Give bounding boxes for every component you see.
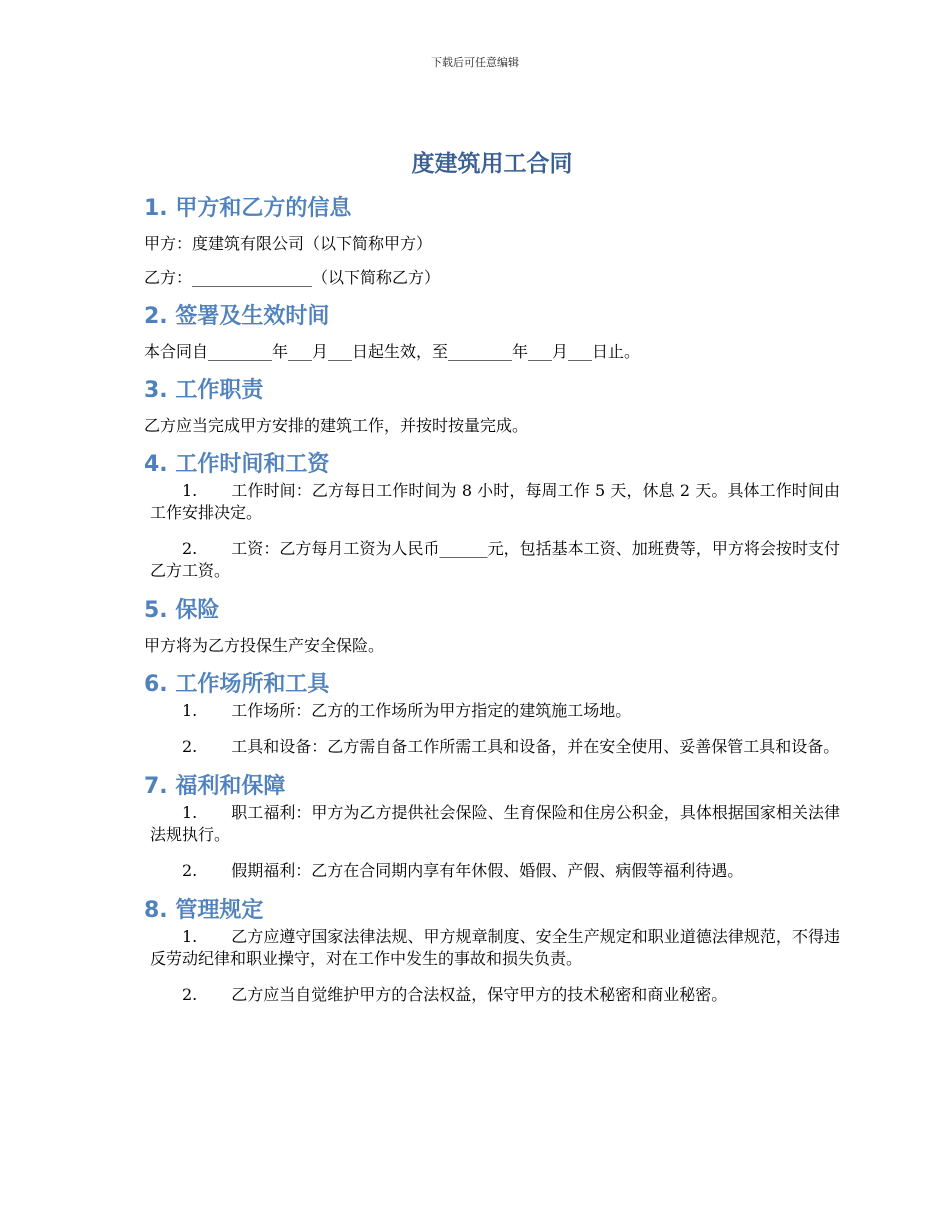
list-item bbox=[150, 860, 840, 882]
list-item-text: 假期福利：乙方在合同期内享有年休假、婚假、产假、病假等福利待遇。 bbox=[231, 861, 744, 880]
numbered-list bbox=[144, 802, 840, 882]
list-item-text: 乙方应当自觉维护甲方的合法权益，保守甲方的技术秘密和商业秘密。 bbox=[231, 985, 728, 1004]
numbered-list bbox=[144, 480, 840, 582]
section-heading: 6. 工作场所和工具 bbox=[144, 672, 330, 697]
list-item bbox=[150, 736, 840, 758]
list-item-text: 工资：乙方每月工资为人民币______元，包括基本工资、加班费等，甲方将会按时支付乙方工资。 bbox=[150, 539, 840, 580]
list-item-text: 工具和设备：乙方需自备工作所需工具和设备，并在安全使用、妥善保管工具和设备。 bbox=[231, 737, 840, 756]
document-content bbox=[144, 146, 840, 1020]
party-b-line: 乙方：_______________（以下简称乙方） bbox=[144, 268, 441, 287]
party-a-line: 甲方：度建筑有限公司（以下简称甲方） bbox=[144, 234, 433, 253]
list-number: 2. bbox=[182, 737, 198, 756]
section-7 bbox=[144, 772, 840, 882]
list-item bbox=[150, 926, 840, 970]
list-item bbox=[150, 700, 840, 722]
section-5 bbox=[144, 596, 840, 658]
list-number: 1. bbox=[182, 803, 198, 822]
list-number: 2. bbox=[182, 539, 198, 558]
list-number: 1. bbox=[182, 701, 198, 720]
list-item bbox=[150, 538, 840, 582]
section-2 bbox=[144, 302, 840, 364]
section-heading: 3. 工作职责 bbox=[144, 378, 264, 403]
list-item-text: 乙方应遵守国家法律法规、甲方规章制度、安全生产规定和职业道德法律规范，不得违反劳动纪律和职业操守，对在工作中发生的事故和损失负责。 bbox=[150, 927, 840, 968]
section-6 bbox=[144, 670, 840, 758]
list-number: 2. bbox=[182, 861, 198, 880]
numbered-list bbox=[144, 926, 840, 1006]
page-header-note: 下载后可任意编辑 bbox=[431, 56, 519, 69]
section-heading: 5. 保险 bbox=[144, 598, 220, 623]
section-heading: 7. 福利和保障 bbox=[144, 774, 286, 799]
list-item bbox=[150, 802, 840, 846]
list-number: 1. bbox=[182, 927, 198, 946]
list-item bbox=[150, 480, 840, 524]
duty-paragraph: 乙方应当完成甲方安排的建筑工作，并按时按量完成。 bbox=[144, 416, 529, 435]
section-heading: 8. 管理规定 bbox=[144, 898, 264, 923]
numbered-list bbox=[144, 700, 840, 758]
document-title: 度建筑用工合同 bbox=[411, 151, 573, 177]
list-item-text: 工作时间：乙方每日工作时间为 8 小时，每周工作 5 天，休息 2 天。具体工作时间由工作安排决定。 bbox=[150, 481, 840, 522]
list-item bbox=[150, 984, 840, 1006]
section-4 bbox=[144, 450, 840, 582]
insurance-paragraph: 甲方将为乙方投保生产安全保险。 bbox=[144, 636, 385, 655]
list-item-text: 职工福利：甲方为乙方提供社会保险、生育保险和住房公积金，具体根据国家相关法律法规执行。 bbox=[150, 803, 840, 844]
section-8 bbox=[144, 896, 840, 1006]
effective-date-line: 本合同自________年___月___日起生效，至________年___月___日止。 bbox=[144, 342, 641, 361]
list-item-text: 工作场所：乙方的工作场所为甲方指定的建筑施工场地。 bbox=[231, 701, 632, 720]
section-heading: 2. 签署及生效时间 bbox=[144, 304, 330, 329]
section-heading: 1. 甲方和乙方的信息 bbox=[144, 196, 352, 221]
list-number: 2. bbox=[182, 985, 198, 1004]
section-heading: 4. 工作时间和工资 bbox=[144, 452, 330, 477]
section-1 bbox=[144, 194, 840, 290]
section-3 bbox=[144, 376, 840, 438]
list-number: 1. bbox=[182, 481, 198, 500]
